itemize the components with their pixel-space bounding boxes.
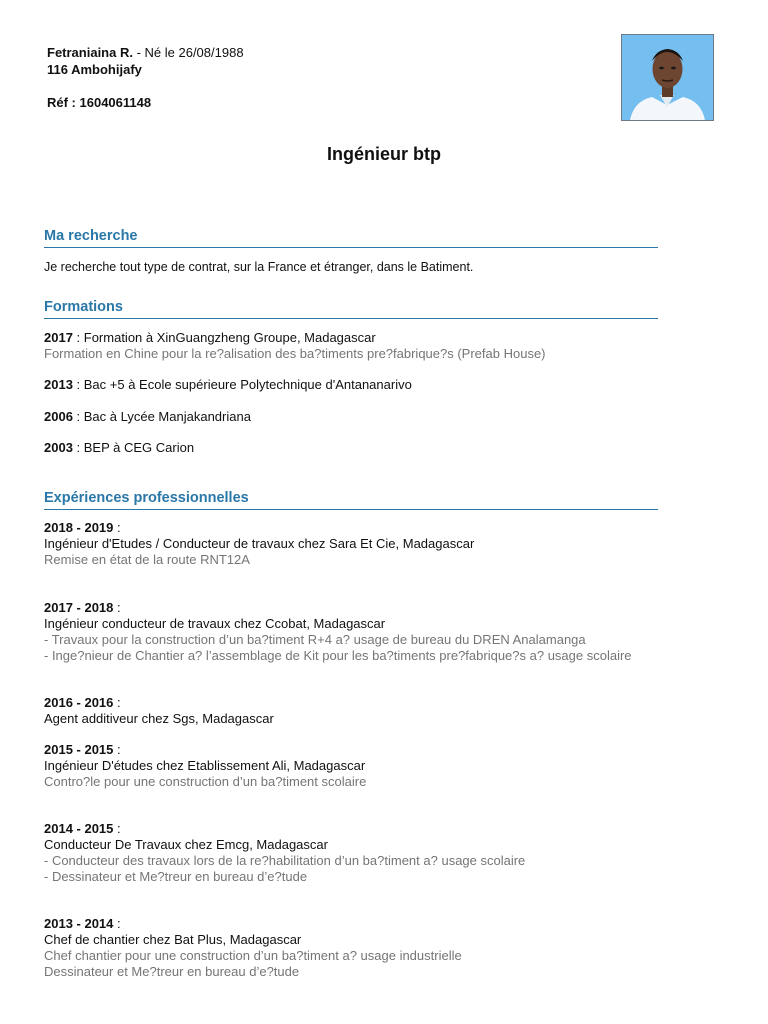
candidate-photo [621,34,714,121]
experience-role: Chef de chantier chez Bat Plus, Madagascar [44,932,302,947]
experience-item [44,821,525,885]
formation-year: 2006 [44,409,73,424]
reference-label: Réf : [47,95,80,110]
formation-item [44,409,251,425]
experience-detail: - Dessinateur et Me?treur en bureau d’e?tude [44,869,308,884]
experience-period: 2017 - 2018 [44,600,114,615]
experience-period-suffix: : [113,821,121,836]
experience-period: 2015 - 2015 [44,742,114,757]
experience-item [44,742,366,790]
formation-year: 2017 [44,330,73,345]
experience-detail: - Travaux pour la construction d’un ba?timent R+4 a? usage de bureau du DREN Analamanga [44,632,586,647]
formation-text: : BEP à CEG Carion [72,440,195,455]
experience-role: Ingénieur conducteur de travaux chez Ccobat, Madagascar [44,616,386,631]
experience-detail: - Conducteur des travaux lors de la re?habilitation d’un ba?timent a? usage scolaire [44,853,526,868]
experience-detail: Chef chantier pour une construction d’un ba?timent a? usage industrielle [44,948,462,963]
experience-item [44,916,462,980]
experience-item [44,695,274,727]
experience-role: Agent additiveur chez Sgs, Madagascar [44,711,274,726]
experience-period-suffix: : [113,916,121,931]
experience-detail: Dessinateur et Me?treur en bureau d’e?tude [44,964,300,979]
experience-period: 2014 - 2015 [44,821,114,836]
formation-item [44,440,194,456]
experience-period: 2018 - 2019 [44,520,114,535]
experience-role: Ingénieur d'Etudes / Conducteur de travaux chez Sara Et Cie, Madagascar [44,536,475,551]
job-title: Ingénieur btp [327,144,441,164]
birth-date: - Né le 26/08/1988 [132,45,244,60]
formation-text: : Formation à XinGuangzheng Groupe, Madagascar [72,330,376,345]
experience-role: Ingénieur D'études chez Etablissement Ali, Madagascar [44,758,366,773]
section-heading-experiences: Expériences professionnelles [44,490,658,510]
formation-text: : Bac à Lycée Manjakandriana [72,409,251,424]
candidate-name: Fetraniaina R. [47,45,133,60]
experience-period: 2016 - 2016 [44,695,114,710]
experience-period-suffix: : [113,600,121,615]
formation-year: 2013 [44,377,73,392]
experience-role: Conducteur De Travaux chez Emcg, Madagascar [44,837,328,852]
experience-period-suffix: : [113,742,121,757]
reference-line [47,94,244,111]
experience-period-suffix: : [113,695,121,710]
formation-text: : Bac +5 à Ecole supérieure Polytechnique d'Antananarivo [72,377,412,392]
experience-detail: - Inge?nieur de Chantier a? l’assemblage de Kit pour les ba?timents pre?fabrique?s a? usage scolaire [44,648,632,663]
formation-item [44,377,412,393]
section-heading-recherche: Ma recherche [44,228,658,248]
formation-detail: Formation en Chine pour la re?alisation des ba?timents pre?fabrique?s (Prefab House) [44,346,546,361]
recherche-text: Je recherche tout type de contrat, sur la France et étranger, dans le Batiment. [44,260,474,274]
reference-value: 1604061148 [79,95,152,110]
candidate-address: 116 Ambohijafy [47,62,142,77]
experience-detail: Remise en état de la route RNT12A [44,552,250,567]
experience-detail: Contro?le pour une construction d’un ba?timent scolaire [44,774,367,789]
formation-item [44,330,546,362]
experience-item [44,600,632,664]
section-heading-formations: Formations [44,299,658,319]
name-line [47,44,244,61]
candidate-header [47,44,244,111]
experience-period-suffix: : [113,520,121,535]
experience-period: 2013 - 2014 [44,916,114,931]
experience-item [44,520,474,568]
formation-year: 2003 [44,440,73,455]
